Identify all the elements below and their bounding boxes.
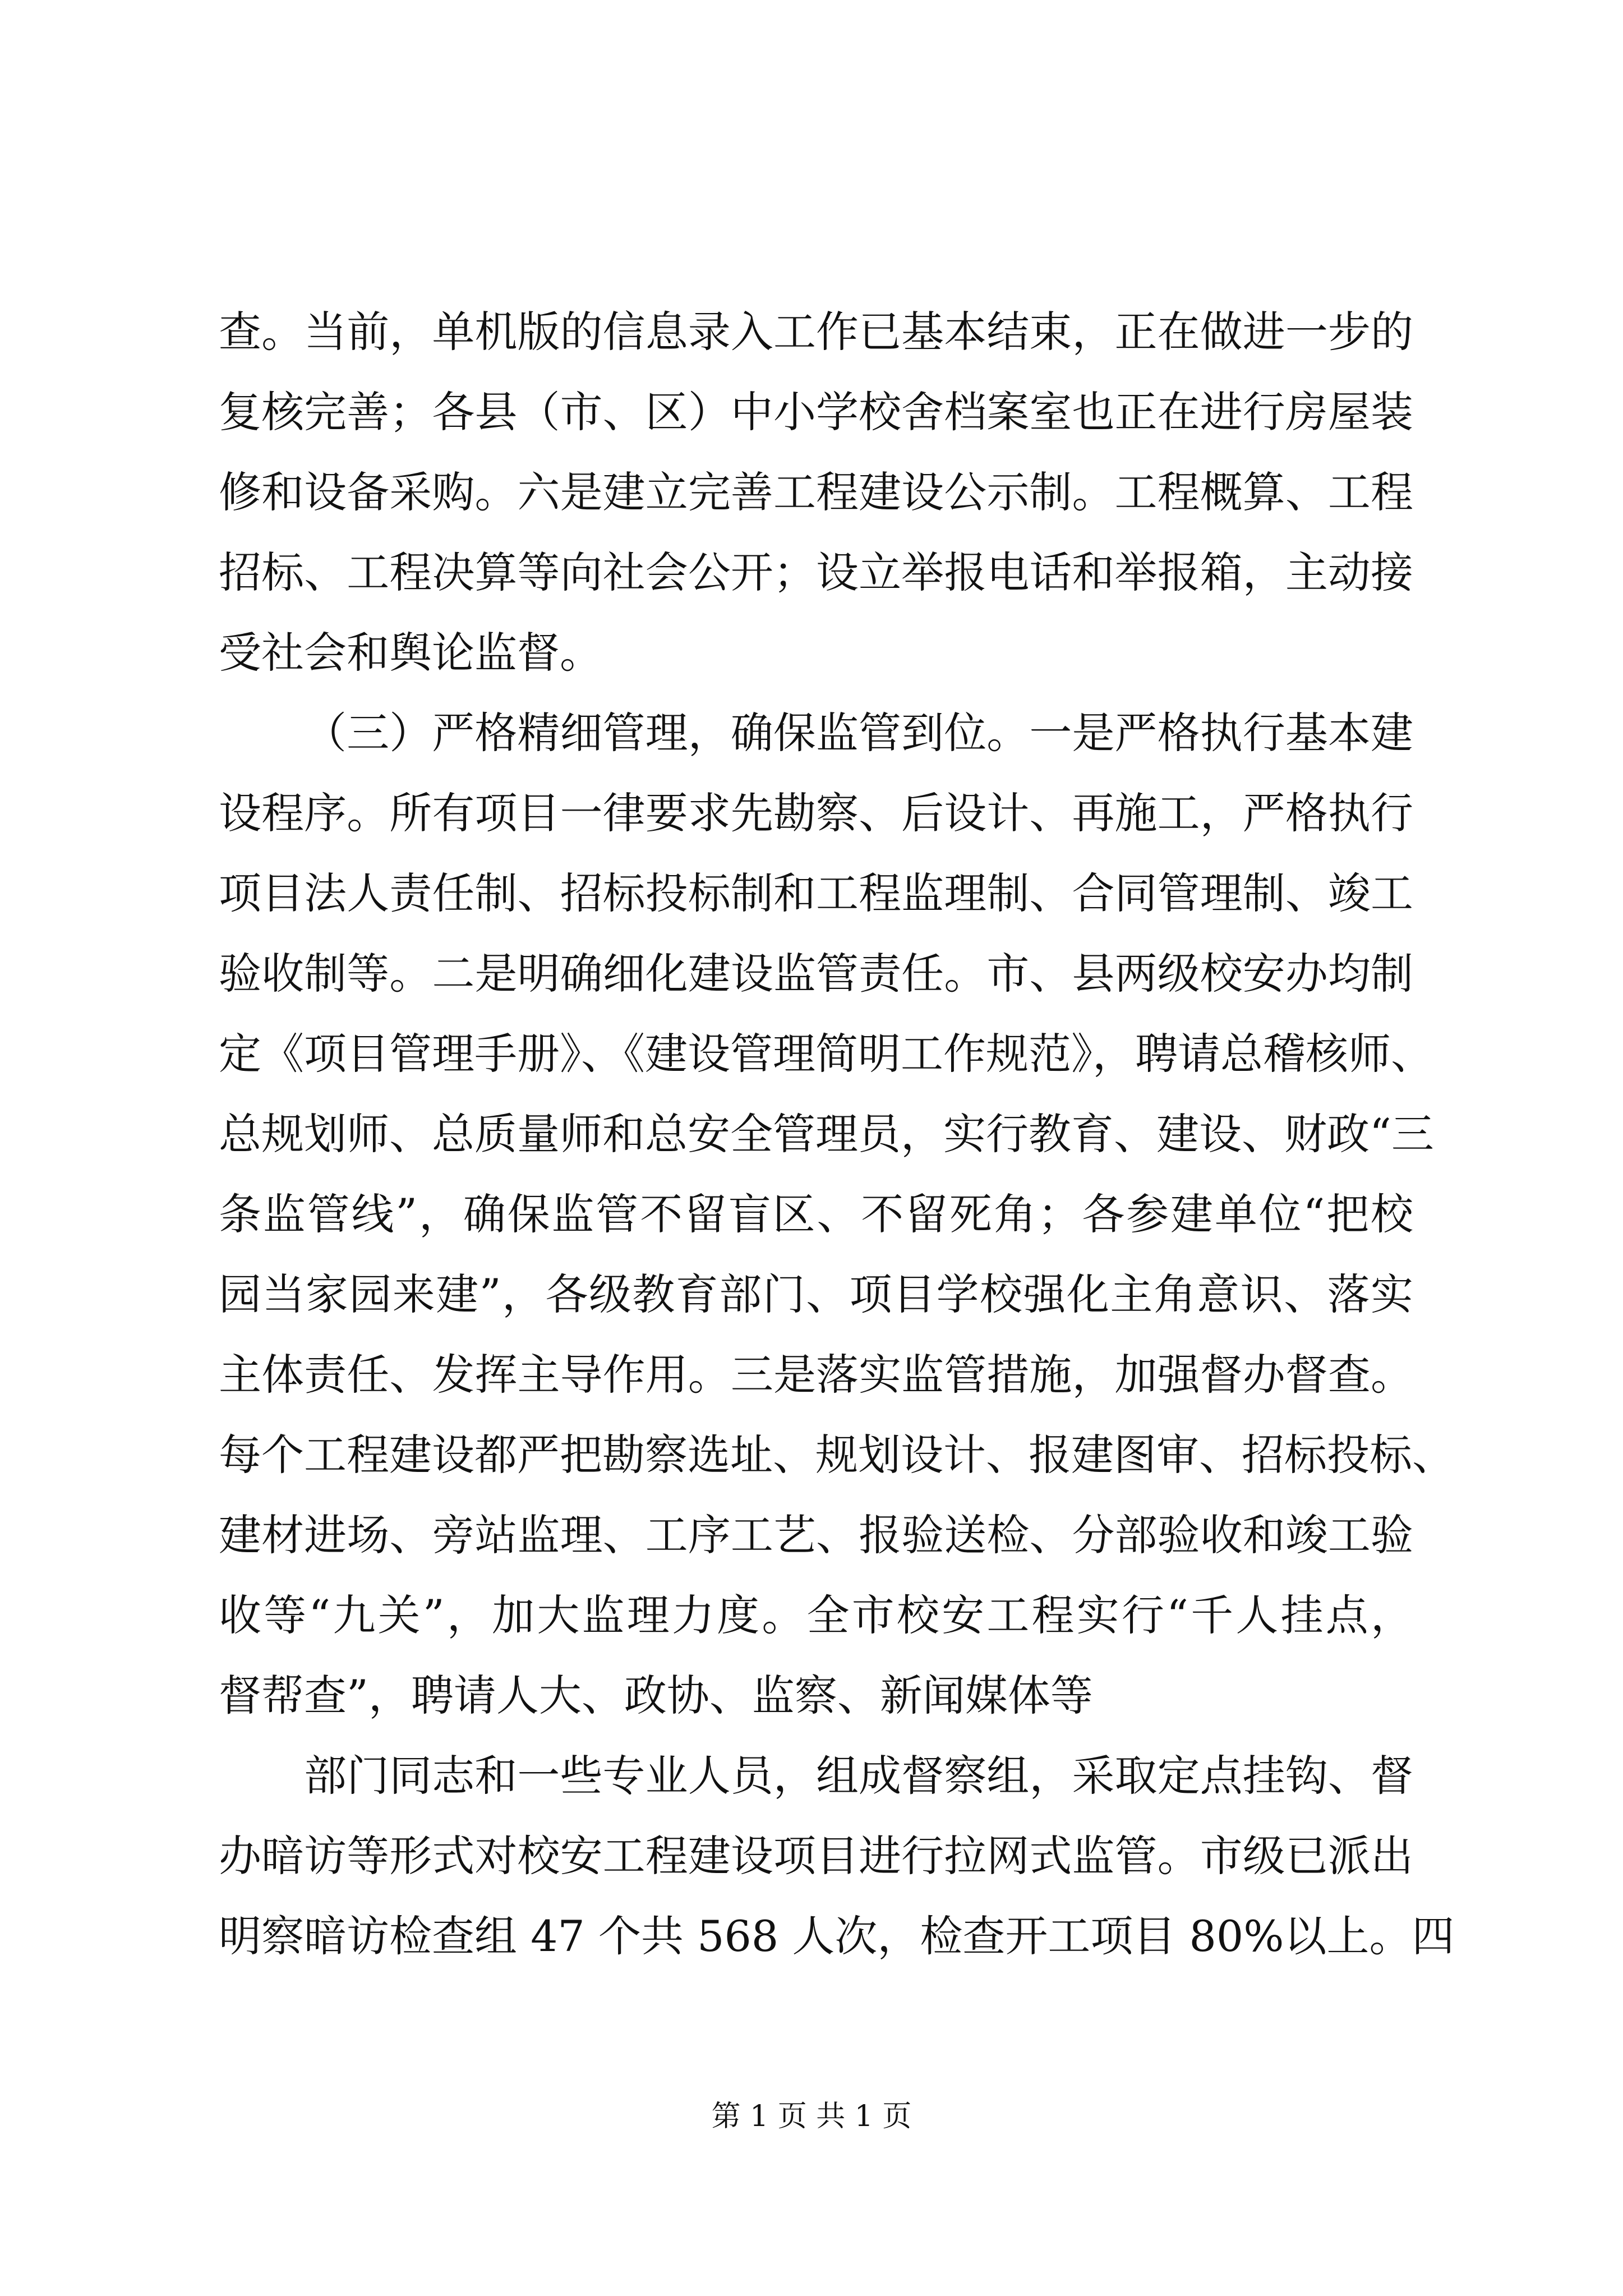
text-line: 验收制等。二是明确细化建设监管责任。市、县两级校安办均制 — [219, 949, 1413, 999]
text-line: 主体责任、发挥主导作用。三是落实监管措施，加强督办督查。 — [219, 1350, 1413, 1400]
text-line: 受社会和舆论监督。 — [219, 628, 602, 678]
text-line: 建材进场、旁站监理、工序工艺、报验送检、分部验收和竣工验 — [219, 1510, 1413, 1560]
text-line: 查。当前，单机版的信息录入工作已基本结束，正在做进一步的 — [219, 307, 1413, 357]
text-line: 设程序。所有项目一律要求先勘察、后设计、再施工，严格执行 — [219, 788, 1413, 838]
text-line: 明察暗访检查组 47 个共 568 人次，检查开工项目 80%以上。四 — [219, 1911, 1455, 1961]
section-heading-line: （三）严格精细管理，确保监管到位。一是严格执行基本建 — [304, 708, 1413, 758]
text-line: 修和设备采购。六是建立完善工程建设公示制。工程概算、工程 — [219, 467, 1413, 517]
text-line: 收等“九关”，加大监理力度。全市校安工程实行“千人挂点， — [219, 1590, 1413, 1640]
text-line: 总规划师、总质量师和总安全管理员，实行教育、建设、财政“三 — [219, 1109, 1434, 1159]
text-line: 督帮查”，聘请人大、政协、监察、新闻媒体等 — [219, 1671, 1093, 1720]
body-text — [219, 292, 1455, 1976]
page-footer: 第 1 页 共 1 页 — [711, 2100, 912, 2133]
text-line: 招标、工程决算等向社会公开；设立举报电话和举报箱，主动接 — [219, 547, 1413, 597]
text-line: 项目法人责任制、招标投标制和工程监理制、合同管理制、竣工 — [219, 868, 1413, 918]
text-line: 园当家园来建”，各级教育部门、项目学校强化主角意识、落实 — [219, 1269, 1413, 1319]
text-line: 复核完善；各县（市、区）中小学校舍档案室也正在进行房屋装 — [219, 387, 1413, 437]
text-line: 每个工程建设都严把勘察选址、规划设计、报建图审、招标投标、 — [219, 1430, 1455, 1480]
text-line: 定《项目管理手册》、《建设管理简明工作规范》，聘请总稽核师、 — [219, 1029, 1433, 1079]
text-line: 条监管线”，确保监管不留盲区、不留死角；各参建单位“把校 — [219, 1189, 1413, 1239]
text-line: 办暗访等形式对校安工程建设项目进行拉网式监管。市级已派出 — [219, 1831, 1413, 1881]
paragraph-start-line: 部门同志和一些专业人员，组成督察组，采取定点挂钩、督 — [304, 1751, 1413, 1801]
